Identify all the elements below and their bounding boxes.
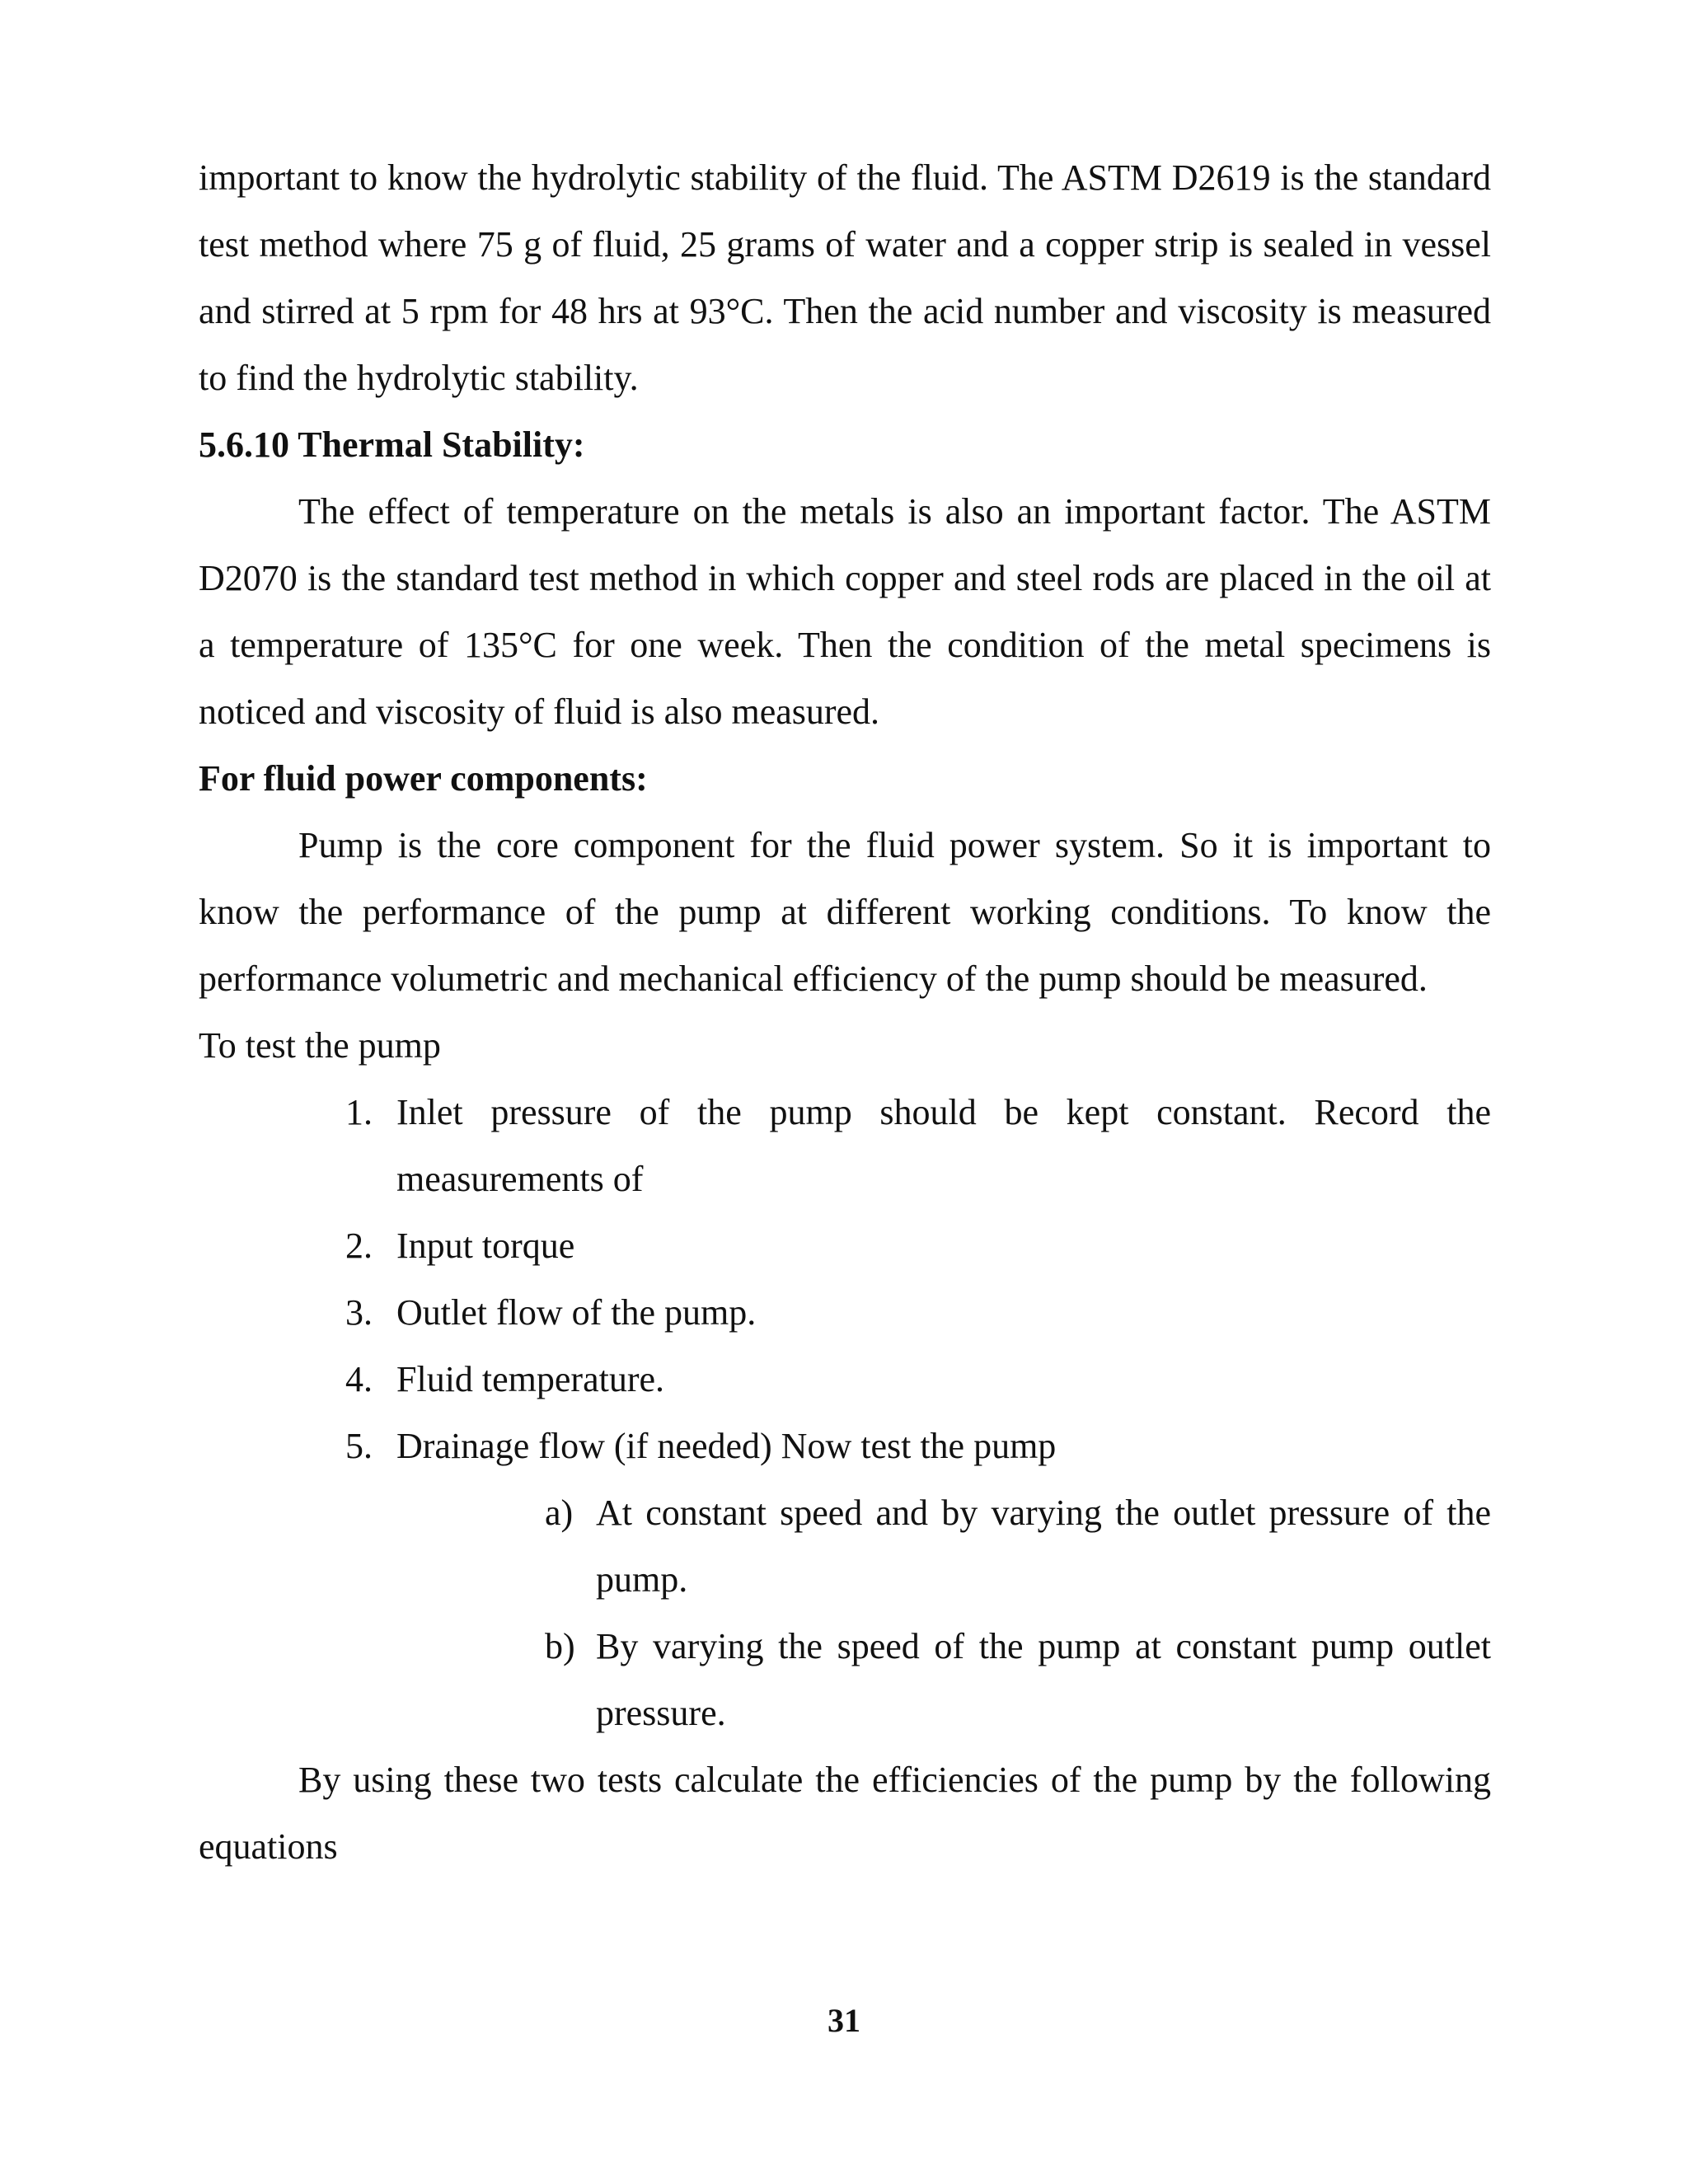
list-item-number: 1.: [345, 1092, 373, 1132]
list-item-text: Outlet flow of the pump.: [396, 1292, 757, 1333]
list-item: [345, 1212, 1491, 1279]
list-item: [345, 1346, 1491, 1413]
paragraph-thermal-stability: The effect of temperature on the metals is also an important factor. The ASTM D2070 is the standard test method in which copper and steel rods are placed in the oil at a temperature of 135°C for one week. Then the condition of the metal specimens is noticed and viscosity of fluid is also measured.: [199, 491, 1491, 732]
list-item-number: 3.: [345, 1292, 373, 1333]
test-steps-list: [199, 1079, 1491, 1479]
list-item: [345, 1079, 1491, 1212]
section-heading-fluid-power-components: For fluid power components:: [199, 758, 648, 799]
page-body: [199, 144, 1491, 1880]
test-substeps-list: [199, 1479, 1491, 1746]
list-item: [545, 1613, 1491, 1746]
paragraph-test-intro: To test the pump: [199, 1025, 441, 1066]
list-item-text: Input torque: [396, 1226, 575, 1266]
list-item-number: 5.: [345, 1426, 373, 1466]
list-item-text: Drainage flow (if needed) Now test the pump: [396, 1426, 1057, 1466]
paragraph-efficiency-equations: By using these two tests calculate the efficiencies of the pump by the following equations: [199, 1760, 1491, 1867]
list-item-number: 2.: [345, 1226, 373, 1266]
paragraph-pump-performance: Pump is the core component for the fluid power system. So it is important to know the performance of the pump at different working conditions. To know the performance volumetric and mechanical efficiency of the pump should be measured.: [199, 825, 1491, 999]
paragraph-hydrolytic-stability: important to know the hydrolytic stability of the fluid. The ASTM D2619 is the standard test method where 75 g of fluid, 25 grams of water and a copper strip is sealed in vessel and stirred at 5 rpm for 48 hrs at 93°C. Then the acid number and viscosity is measured to find the hydrolytic stability.: [199, 157, 1491, 398]
list-item-letter: b): [545, 1626, 575, 1666]
list-item-text: Inlet pressure of the pump should be kept constant. Record the measurements of: [396, 1092, 1491, 1199]
section-heading-thermal-stability: 5.6.10 Thermal Stability:: [199, 424, 585, 465]
page-number: 31: [828, 2002, 860, 2039]
list-item-text: Fluid temperature.: [396, 1359, 665, 1399]
list-item: [345, 1413, 1491, 1479]
list-item: [345, 1279, 1491, 1346]
list-item-letter: a): [545, 1493, 574, 1533]
list-item-text: At constant speed and by varying the outlet pressure of the pump.: [596, 1493, 1491, 1600]
list-item-text: By varying the speed of the pump at constant pump outlet pressure.: [596, 1626, 1491, 1733]
list-item: [545, 1479, 1491, 1613]
list-item-number: 4.: [345, 1359, 373, 1399]
